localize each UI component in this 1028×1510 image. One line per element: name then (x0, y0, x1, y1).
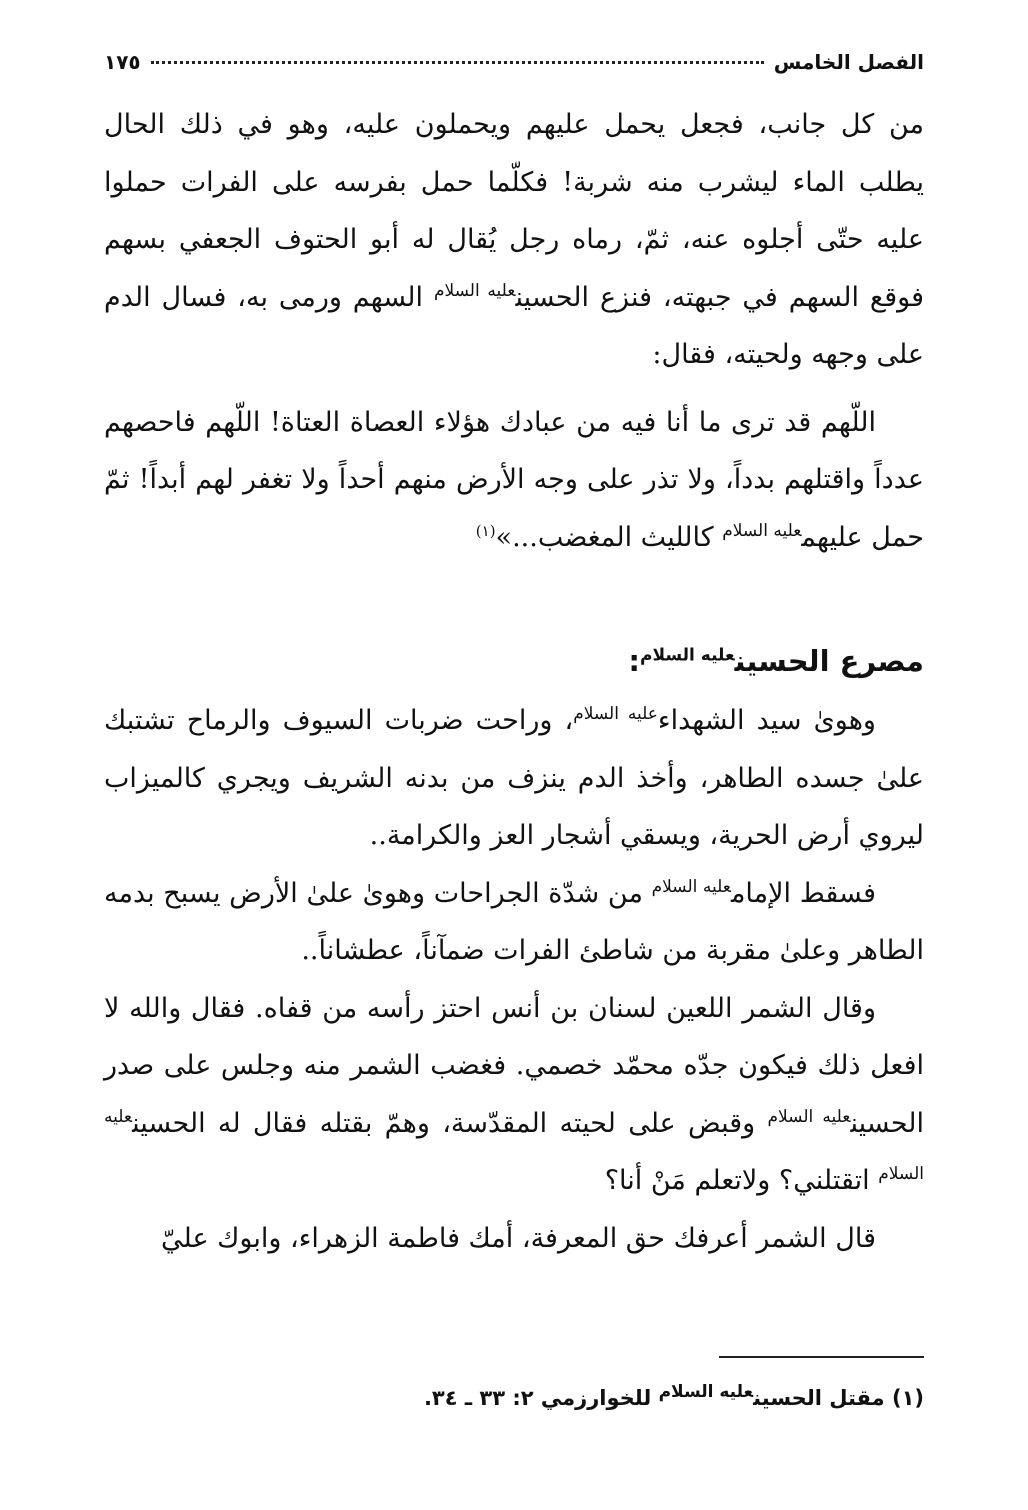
footnote-divider (719, 1356, 924, 1358)
honorific-glyph: عليه السلام (767, 1106, 851, 1127)
main-text (104, 96, 924, 1267)
honorific-glyph: عليه السلام (658, 1382, 754, 1402)
chapter-title: الفصل الخامس (773, 50, 924, 74)
paragraph: وقال الشمر اللعين لسنان بن أنس احتز رأسه من قفاه. فقال والله لا افعل ذلك فيكون جدّه محمّد خصمي. فغضب الشمر منه وجلس على صدر الحسين$^{عليه السلام}$ وقبض على لحيته المقدّسة، وهمّ بقتله فقال له الحسين$^{عليه السلام}$ اتقتلني؟ ولاتعلم مَنْ أنا؟ (104, 992, 924, 1196)
section-heading: مصرع الحسين$^{عليه السلام}$: (628, 644, 924, 678)
honorific-glyph: عليه السلام (640, 645, 735, 666)
paragraph: فسقط الإمام$^{عليه السلام}$ من شدّة الجراحات وهوىٰ علىٰ الأرض يسبح بدمه الطاهر وعلىٰ مقربة من شاطئ الفرات ضمآناً، عطشاناً.. (104, 876, 924, 966)
paragraph: قال الشمر أعرفك حق المعرفة، أمك فاطمة الزهراء، وابوك عليّ (161, 1222, 876, 1254)
footnote-reference[interactable]: (١) (475, 521, 496, 540)
leader-dots (151, 60, 764, 64)
footnote: (١) مقتل الحسين$^{عليه السلام}$ للخوارزمي ٢: ٣٣ ـ ٣٤. (423, 1382, 924, 1410)
honorific-glyph: عليه السلام (104, 1106, 924, 1184)
honorific-glyph: عليه السلام (651, 876, 731, 897)
honorific-glyph: عليه السلام (433, 280, 516, 301)
paragraph: من كل جانب، فجعل يحمل عليهم ويحملون عليه، وهو في ذلك الحال يطلب الماء ليشرب منه شربة! فكلّما حمل بفرسه على الفرات حملوا عليه حتّى أجلوه عنه، ثمّ، رماه رجل يُقال له أبو الحتوف الجعفي بسهم فوقع السهم في جبهته، فنزع الحسين$^{عليه السلام}$ السهم ورمى به، فسال الدم على وجهه ولحيته، فقال: (104, 109, 925, 370)
honorific-glyph: عليه السلام (573, 704, 658, 724)
honorific-glyph: عليه السلام (722, 520, 802, 541)
paragraph: وهوىٰ سيد الشهداء$^{عليه السلام}$، وراحت ضربات السيوف والرماح تشتبك علىٰ جسده الطاهر، وأخذ الدم ينزف من بدنه الشريف ويجري كالميزاب ليروي أرض الحرية، ويسقي أشجار العز والكرامة.. (104, 704, 924, 851)
running-header (104, 40, 924, 84)
paragraph-quote: اللّهم قد ترى ما أنا فيه من عبادك هؤلاء العصاة العتاة! اللّهم فاحصهم عدداً واقتلهم بدداً، ولا تذر على وجه الأرض منهم أحداً ولا تغفر لهم أبداً! ثمّ حمل عليهم$^{عليه السلام}$ كالليث المغضب...»$^{(١)}$ (104, 406, 924, 553)
page-number: ١٧٥ (104, 50, 141, 74)
